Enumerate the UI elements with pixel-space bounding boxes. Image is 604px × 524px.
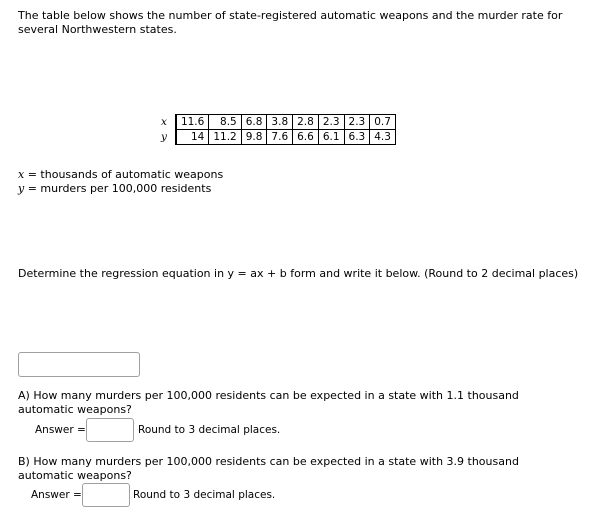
question-a-text: A) How many murders per 100,000 residents can be expected in a state with 1.1 thousand automatic weapons?: [18, 389, 519, 416]
y-cell: 6.6: [293, 130, 319, 145]
x-cell: 2.3: [344, 115, 370, 130]
y-cell: 6.1: [318, 130, 344, 145]
x-cell: 8.5: [209, 115, 241, 130]
y-cell: 9.8: [241, 130, 267, 145]
x-row-label: x: [153, 115, 176, 130]
y-definition: [18, 182, 223, 196]
x-definition-text: = thousands of automatic weapons: [24, 168, 224, 181]
question-b-answer-input[interactable]: [82, 483, 130, 507]
y-definition-text: = murders per 100,000 residents: [24, 182, 212, 195]
regression-instruction: Determine the regression equation in y = ax + b form and write it below. (Round to 2 decimal places): [18, 267, 579, 280]
x-cell: 2.8: [293, 115, 319, 130]
x-definition: [18, 168, 223, 182]
y-cell: 4.3: [370, 130, 396, 145]
question-b-answer-label: Answer =: [31, 489, 82, 501]
y-symbol: y: [18, 182, 25, 195]
y-cell: 6.3: [344, 130, 370, 145]
x-symbol: x: [18, 168, 25, 181]
question-a-answer-input[interactable]: [86, 418, 134, 442]
x-cell: 3.8: [267, 115, 293, 130]
y-row: [153, 130, 395, 145]
variable-definitions: [18, 168, 223, 196]
question-a-hint: Round to 3 decimal places.: [138, 424, 281, 436]
regression-equation-input[interactable]: [18, 352, 140, 377]
y-cell: 7.6: [267, 130, 293, 145]
x-row: [153, 115, 395, 130]
problem-intro: The table below shows the number of state-registered automatic weapons and the murder rate for several Northwestern states.: [18, 9, 563, 36]
question-b-hint: Round to 3 decimal places.: [133, 489, 276, 501]
question-b-text: B) How many murders per 100,000 residents can be expected in a state with 3.9 thousand automatic weapons?: [18, 455, 519, 482]
x-cell: 0.7: [370, 115, 396, 130]
y-row-label: y: [153, 130, 176, 145]
x-cell: 2.3: [318, 115, 344, 130]
data-table: [153, 114, 396, 145]
question-a-answer-label: Answer =: [35, 424, 86, 436]
x-cell: 11.6: [176, 115, 209, 130]
y-cell: 14: [176, 130, 209, 145]
y-cell: 11.2: [209, 130, 241, 145]
x-cell: 6.8: [241, 115, 267, 130]
